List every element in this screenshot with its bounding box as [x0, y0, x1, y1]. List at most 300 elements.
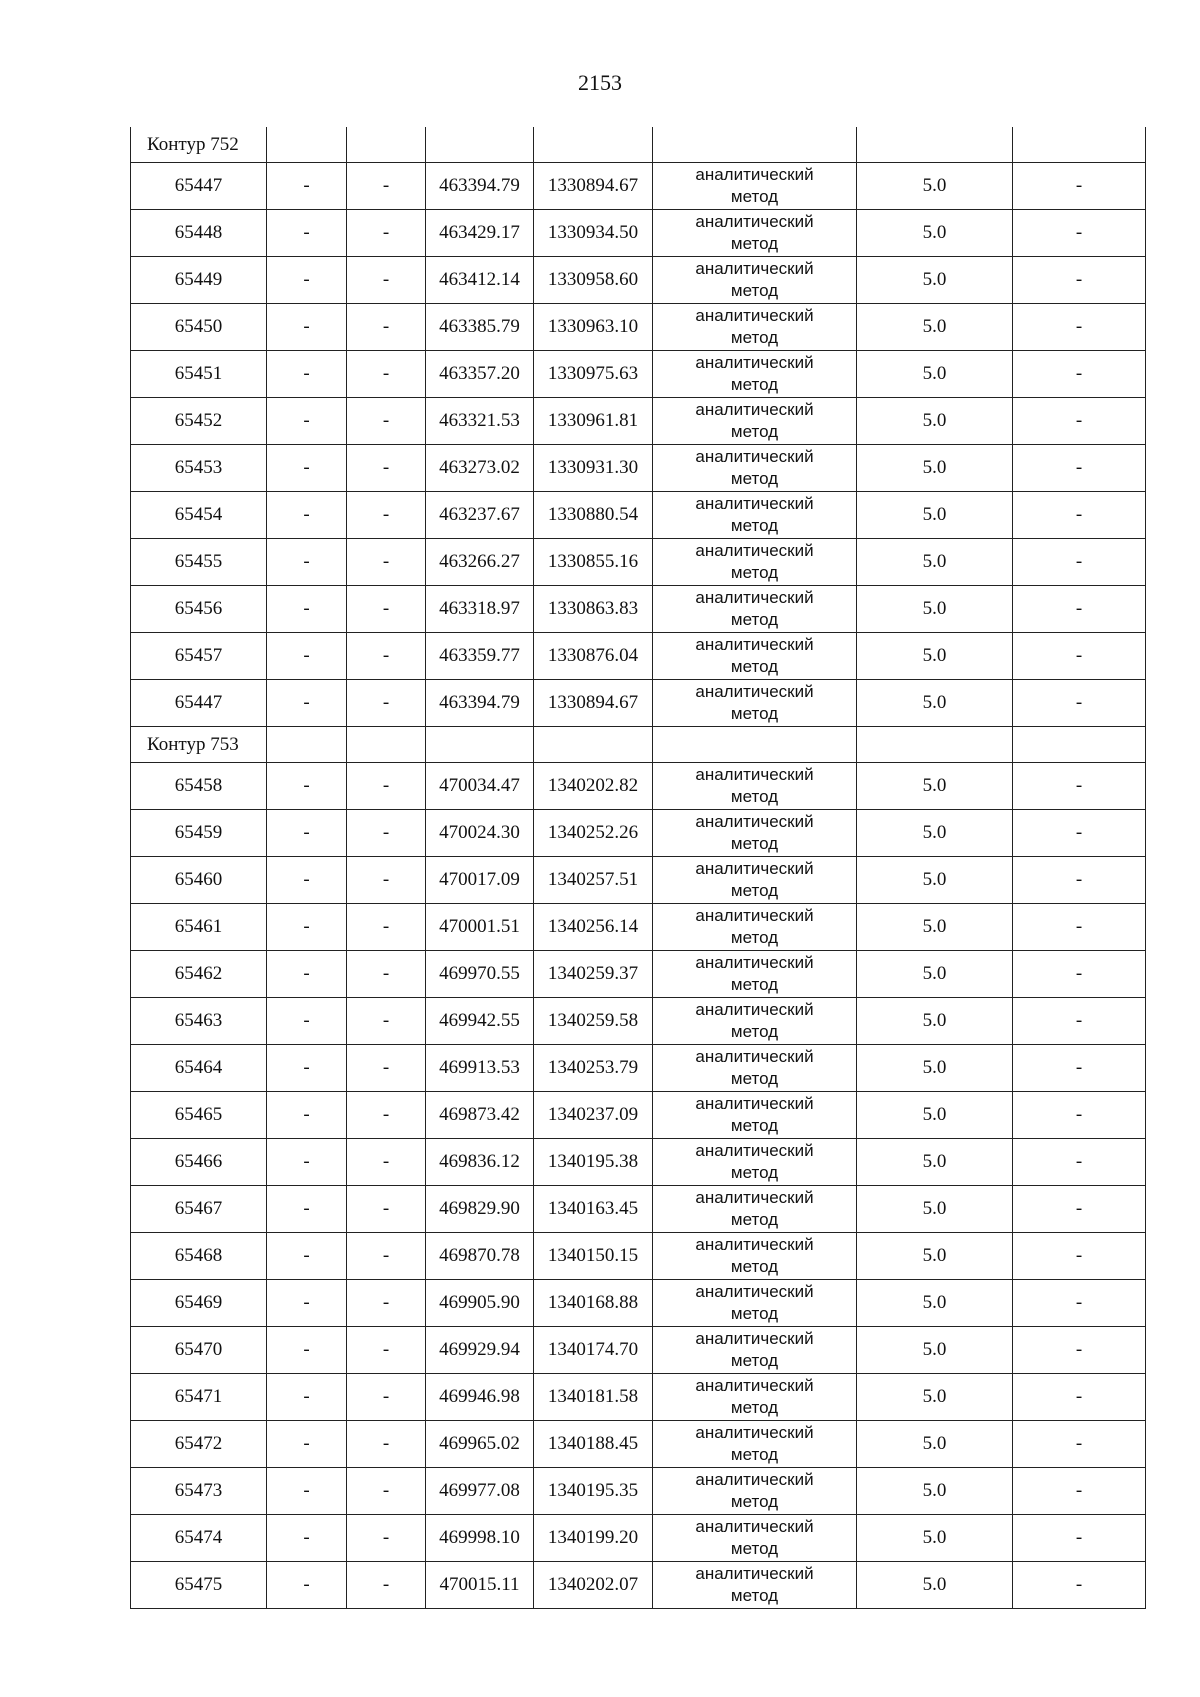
empty-cell	[426, 727, 534, 763]
accuracy-cell: 5.0	[857, 1327, 1013, 1374]
point-number-cell: 65459	[131, 810, 267, 857]
empty-value-cell: -	[267, 1515, 347, 1562]
x-coordinate-cell: 463359.77	[426, 633, 534, 680]
method-line-2: метод	[730, 1257, 779, 1276]
x-coordinate-cell: 463394.79	[426, 680, 534, 727]
empty-value-cell: -	[1013, 398, 1146, 445]
y-coordinate-cell: 1340174.70	[534, 1327, 653, 1374]
method-line-1: аналитический	[695, 1328, 814, 1348]
empty-value-cell: -	[347, 680, 426, 727]
empty-value-cell: -	[1013, 951, 1146, 998]
point-number-cell: 65463	[131, 998, 267, 1045]
empty-value-cell: -	[267, 904, 347, 951]
empty-cell	[857, 727, 1013, 763]
x-coordinate-cell: 463318.97	[426, 586, 534, 633]
empty-value-cell: -	[347, 492, 426, 539]
empty-value-cell: -	[347, 1515, 426, 1562]
method-line-2: метод	[730, 881, 779, 900]
table-row	[131, 1468, 1146, 1515]
x-coordinate-cell: 463385.79	[426, 304, 534, 351]
y-coordinate-cell: 1330876.04	[534, 633, 653, 680]
empty-value-cell: -	[267, 1045, 347, 1092]
x-coordinate-cell: 470001.51	[426, 904, 534, 951]
empty-value-cell: -	[347, 351, 426, 398]
method-line-2: метод	[730, 1022, 779, 1041]
point-number-cell: 65467	[131, 1186, 267, 1233]
point-number-cell: 65474	[131, 1515, 267, 1562]
accuracy-cell: 5.0	[857, 951, 1013, 998]
empty-value-cell: -	[1013, 351, 1146, 398]
accuracy-cell: 5.0	[857, 633, 1013, 680]
empty-value-cell: -	[347, 445, 426, 492]
method-line-1: аналитический	[695, 952, 814, 972]
empty-value-cell: -	[347, 1233, 426, 1280]
point-number-cell: 65470	[131, 1327, 267, 1374]
coordinates-table-body	[131, 127, 1146, 1609]
x-coordinate-cell: 469905.90	[426, 1280, 534, 1327]
x-coordinate-cell: 463412.14	[426, 257, 534, 304]
method-line-1: аналитический	[695, 999, 814, 1019]
accuracy-cell: 5.0	[857, 1468, 1013, 1515]
empty-value-cell: -	[1013, 904, 1146, 951]
table-row	[131, 904, 1146, 951]
empty-value-cell: -	[347, 1045, 426, 1092]
empty-cell	[534, 127, 653, 163]
empty-value-cell: -	[267, 163, 347, 210]
method-cell	[653, 210, 857, 257]
method-cell	[653, 163, 857, 210]
method-line-2: метод	[730, 1586, 779, 1605]
method-cell	[653, 810, 857, 857]
method-line-2: метод	[730, 1163, 779, 1182]
contour-header-row	[131, 727, 1146, 763]
method-line-1: аналитический	[695, 1375, 814, 1395]
empty-cell	[347, 727, 426, 763]
y-coordinate-cell: 1340237.09	[534, 1092, 653, 1139]
empty-value-cell: -	[1013, 998, 1146, 1045]
method-line-2: метод	[730, 328, 779, 347]
accuracy-cell: 5.0	[857, 1280, 1013, 1327]
accuracy-cell: 5.0	[857, 904, 1013, 951]
y-coordinate-cell: 1340195.35	[534, 1468, 653, 1515]
method-cell	[653, 1515, 857, 1562]
empty-value-cell: -	[347, 1374, 426, 1421]
method-cell	[653, 1092, 857, 1139]
method-cell	[653, 763, 857, 810]
contour-label: Контур 753	[131, 727, 267, 763]
method-line-1: аналитический	[695, 1187, 814, 1207]
accuracy-cell: 5.0	[857, 1562, 1013, 1609]
empty-cell	[1013, 727, 1146, 763]
empty-value-cell: -	[1013, 857, 1146, 904]
empty-value-cell: -	[267, 998, 347, 1045]
table-row	[131, 1092, 1146, 1139]
empty-value-cell: -	[267, 633, 347, 680]
point-number-cell: 65465	[131, 1092, 267, 1139]
y-coordinate-cell: 1340259.37	[534, 951, 653, 998]
method-line-2: метод	[730, 1445, 779, 1464]
x-coordinate-cell: 463429.17	[426, 210, 534, 257]
y-coordinate-cell: 1340150.15	[534, 1233, 653, 1280]
y-coordinate-cell: 1330961.81	[534, 398, 653, 445]
accuracy-cell: 5.0	[857, 163, 1013, 210]
accuracy-cell: 5.0	[857, 998, 1013, 1045]
table-row	[131, 1515, 1146, 1562]
empty-value-cell: -	[267, 351, 347, 398]
empty-value-cell: -	[347, 1327, 426, 1374]
method-cell	[653, 586, 857, 633]
point-number-cell: 65447	[131, 680, 267, 727]
empty-value-cell: -	[1013, 633, 1146, 680]
point-number-cell: 65458	[131, 763, 267, 810]
method-line-1: аналитический	[695, 1093, 814, 1113]
method-cell	[653, 304, 857, 351]
point-number-cell: 65460	[131, 857, 267, 904]
y-coordinate-cell: 1340188.45	[534, 1421, 653, 1468]
method-line-1: аналитический	[695, 258, 814, 278]
empty-value-cell: -	[1013, 763, 1146, 810]
accuracy-cell: 5.0	[857, 1233, 1013, 1280]
method-cell	[653, 398, 857, 445]
empty-value-cell: -	[1013, 257, 1146, 304]
empty-value-cell: -	[267, 539, 347, 586]
method-cell	[653, 680, 857, 727]
x-coordinate-cell: 463321.53	[426, 398, 534, 445]
point-number-cell: 65455	[131, 539, 267, 586]
empty-value-cell: -	[347, 1468, 426, 1515]
method-cell	[653, 633, 857, 680]
table-row	[131, 763, 1146, 810]
accuracy-cell: 5.0	[857, 857, 1013, 904]
method-line-1: аналитический	[695, 1281, 814, 1301]
table-row	[131, 857, 1146, 904]
empty-value-cell: -	[1013, 810, 1146, 857]
empty-cell	[1013, 127, 1146, 163]
table-row	[131, 998, 1146, 1045]
method-line-1: аналитический	[695, 305, 814, 325]
y-coordinate-cell: 1340256.14	[534, 904, 653, 951]
accuracy-cell: 5.0	[857, 1139, 1013, 1186]
empty-value-cell: -	[267, 1233, 347, 1280]
empty-value-cell: -	[1013, 539, 1146, 586]
method-cell	[653, 1468, 857, 1515]
empty-cell	[347, 127, 426, 163]
empty-value-cell: -	[267, 445, 347, 492]
table-row	[131, 586, 1146, 633]
y-coordinate-cell: 1340199.20	[534, 1515, 653, 1562]
method-line-2: метод	[730, 563, 779, 582]
accuracy-cell: 5.0	[857, 351, 1013, 398]
empty-value-cell: -	[267, 1186, 347, 1233]
method-line-1: аналитический	[695, 399, 814, 419]
empty-value-cell: -	[347, 257, 426, 304]
table-row	[131, 492, 1146, 539]
empty-cell	[857, 127, 1013, 163]
x-coordinate-cell: 469829.90	[426, 1186, 534, 1233]
accuracy-cell: 5.0	[857, 1186, 1013, 1233]
y-coordinate-cell: 1330880.54	[534, 492, 653, 539]
method-line-2: метод	[730, 704, 779, 723]
empty-value-cell: -	[1013, 445, 1146, 492]
point-number-cell: 65451	[131, 351, 267, 398]
empty-value-cell: -	[1013, 1233, 1146, 1280]
method-cell	[653, 1327, 857, 1374]
empty-value-cell: -	[1013, 586, 1146, 633]
method-line-1: аналитический	[695, 634, 814, 654]
accuracy-cell: 5.0	[857, 257, 1013, 304]
empty-value-cell: -	[267, 1374, 347, 1421]
y-coordinate-cell: 1330931.30	[534, 445, 653, 492]
accuracy-cell: 5.0	[857, 1515, 1013, 1562]
empty-value-cell: -	[1013, 304, 1146, 351]
accuracy-cell: 5.0	[857, 1374, 1013, 1421]
empty-value-cell: -	[1013, 680, 1146, 727]
method-line-1: аналитический	[695, 1516, 814, 1536]
table-row	[131, 1045, 1146, 1092]
empty-value-cell: -	[347, 1562, 426, 1609]
empty-value-cell: -	[347, 857, 426, 904]
x-coordinate-cell: 470015.11	[426, 1562, 534, 1609]
y-coordinate-cell: 1330934.50	[534, 210, 653, 257]
empty-value-cell: -	[347, 633, 426, 680]
empty-value-cell: -	[267, 857, 347, 904]
y-coordinate-cell: 1340257.51	[534, 857, 653, 904]
y-coordinate-cell: 1330894.67	[534, 163, 653, 210]
method-line-1: аналитический	[695, 1469, 814, 1489]
y-coordinate-cell: 1340163.45	[534, 1186, 653, 1233]
method-line-1: аналитический	[695, 587, 814, 607]
method-line-1: аналитический	[695, 1234, 814, 1254]
point-number-cell: 65454	[131, 492, 267, 539]
x-coordinate-cell: 469977.08	[426, 1468, 534, 1515]
empty-value-cell: -	[347, 763, 426, 810]
x-coordinate-cell: 469913.53	[426, 1045, 534, 1092]
empty-value-cell: -	[347, 1421, 426, 1468]
method-line-2: метод	[730, 975, 779, 994]
point-number-cell: 65466	[131, 1139, 267, 1186]
empty-value-cell: -	[267, 1139, 347, 1186]
method-line-1: аналитический	[695, 1422, 814, 1442]
method-line-2: метод	[730, 516, 779, 535]
empty-value-cell: -	[267, 1468, 347, 1515]
method-line-2: метод	[730, 469, 779, 488]
y-coordinate-cell: 1330958.60	[534, 257, 653, 304]
method-cell	[653, 257, 857, 304]
accuracy-cell: 5.0	[857, 398, 1013, 445]
empty-value-cell: -	[1013, 1374, 1146, 1421]
method-line-1: аналитический	[695, 446, 814, 466]
table-row	[131, 210, 1146, 257]
x-coordinate-cell: 469836.12	[426, 1139, 534, 1186]
point-number-cell: 65461	[131, 904, 267, 951]
table-row	[131, 163, 1146, 210]
method-cell	[653, 492, 857, 539]
empty-value-cell: -	[267, 763, 347, 810]
empty-cell	[534, 727, 653, 763]
x-coordinate-cell: 469870.78	[426, 1233, 534, 1280]
accuracy-cell: 5.0	[857, 1421, 1013, 1468]
x-coordinate-cell: 469965.02	[426, 1421, 534, 1468]
empty-cell	[653, 727, 857, 763]
point-number-cell: 65472	[131, 1421, 267, 1468]
method-line-2: метод	[730, 187, 779, 206]
point-number-cell: 65468	[131, 1233, 267, 1280]
empty-value-cell: -	[1013, 1280, 1146, 1327]
x-coordinate-cell: 470024.30	[426, 810, 534, 857]
method-cell	[653, 1562, 857, 1609]
empty-value-cell: -	[267, 210, 347, 257]
empty-value-cell: -	[267, 492, 347, 539]
empty-value-cell: -	[1013, 1092, 1146, 1139]
method-cell	[653, 1421, 857, 1468]
empty-value-cell: -	[1013, 1421, 1146, 1468]
table-row	[131, 1327, 1146, 1374]
y-coordinate-cell: 1340168.88	[534, 1280, 653, 1327]
table-row	[131, 1421, 1146, 1468]
x-coordinate-cell: 469942.55	[426, 998, 534, 1045]
method-line-1: аналитический	[695, 211, 814, 231]
table-row	[131, 633, 1146, 680]
empty-value-cell: -	[1013, 1139, 1146, 1186]
method-line-1: аналитический	[695, 764, 814, 784]
empty-cell	[653, 127, 857, 163]
method-cell	[653, 904, 857, 951]
x-coordinate-cell: 469970.55	[426, 951, 534, 998]
x-coordinate-cell: 469998.10	[426, 1515, 534, 1562]
method-line-1: аналитический	[695, 493, 814, 513]
empty-value-cell: -	[267, 1327, 347, 1374]
method-cell	[653, 1374, 857, 1421]
contour-header-row	[131, 127, 1146, 163]
empty-value-cell: -	[347, 163, 426, 210]
accuracy-cell: 5.0	[857, 492, 1013, 539]
empty-value-cell: -	[1013, 1468, 1146, 1515]
empty-value-cell: -	[267, 951, 347, 998]
empty-value-cell: -	[267, 257, 347, 304]
method-cell	[653, 1233, 857, 1280]
point-number-cell: 65449	[131, 257, 267, 304]
accuracy-cell: 5.0	[857, 304, 1013, 351]
y-coordinate-cell: 1330855.16	[534, 539, 653, 586]
empty-cell	[426, 127, 534, 163]
empty-value-cell: -	[347, 1092, 426, 1139]
accuracy-cell: 5.0	[857, 1092, 1013, 1139]
table-row	[131, 445, 1146, 492]
x-coordinate-cell: 469873.42	[426, 1092, 534, 1139]
empty-value-cell: -	[347, 586, 426, 633]
x-coordinate-cell: 469929.94	[426, 1327, 534, 1374]
method-cell	[653, 998, 857, 1045]
method-line-1: аналитический	[695, 164, 814, 184]
empty-value-cell: -	[1013, 1562, 1146, 1609]
x-coordinate-cell: 463266.27	[426, 539, 534, 586]
empty-value-cell: -	[267, 304, 347, 351]
table-row	[131, 1139, 1146, 1186]
contour-label: Контур 752	[131, 127, 267, 163]
method-line-2: метод	[730, 234, 779, 253]
table-row	[131, 1280, 1146, 1327]
empty-cell	[267, 727, 347, 763]
x-coordinate-cell: 470017.09	[426, 857, 534, 904]
y-coordinate-cell: 1340195.38	[534, 1139, 653, 1186]
method-line-1: аналитический	[695, 1046, 814, 1066]
method-line-1: аналитический	[695, 352, 814, 372]
point-number-cell: 65464	[131, 1045, 267, 1092]
point-number-cell: 65456	[131, 586, 267, 633]
method-cell	[653, 857, 857, 904]
empty-value-cell: -	[347, 304, 426, 351]
empty-value-cell: -	[1013, 163, 1146, 210]
table-row	[131, 1374, 1146, 1421]
coordinates-table	[130, 127, 1146, 1609]
empty-value-cell: -	[347, 1186, 426, 1233]
accuracy-cell: 5.0	[857, 210, 1013, 257]
accuracy-cell: 5.0	[857, 680, 1013, 727]
accuracy-cell: 5.0	[857, 810, 1013, 857]
method-cell	[653, 1045, 857, 1092]
method-line-2: метод	[730, 1210, 779, 1229]
table-row	[131, 257, 1146, 304]
empty-value-cell: -	[267, 1092, 347, 1139]
y-coordinate-cell: 1330975.63	[534, 351, 653, 398]
y-coordinate-cell: 1330963.10	[534, 304, 653, 351]
method-line-2: метод	[730, 375, 779, 394]
table-row	[131, 398, 1146, 445]
method-line-2: метод	[730, 1539, 779, 1558]
y-coordinate-cell: 1330863.83	[534, 586, 653, 633]
method-line-2: метод	[730, 787, 779, 806]
table-row	[131, 1562, 1146, 1609]
empty-value-cell: -	[1013, 1327, 1146, 1374]
x-coordinate-cell: 463273.02	[426, 445, 534, 492]
table-row	[131, 1233, 1146, 1280]
table-row	[131, 539, 1146, 586]
method-cell	[653, 539, 857, 586]
method-line-2: метод	[730, 1304, 779, 1323]
empty-value-cell: -	[267, 1562, 347, 1609]
method-line-2: метод	[730, 1116, 779, 1135]
point-number-cell: 65473	[131, 1468, 267, 1515]
accuracy-cell: 5.0	[857, 445, 1013, 492]
empty-value-cell: -	[267, 1421, 347, 1468]
empty-value-cell: -	[347, 210, 426, 257]
table-row	[131, 810, 1146, 857]
table-row	[131, 951, 1146, 998]
y-coordinate-cell: 1330894.67	[534, 680, 653, 727]
empty-value-cell: -	[347, 1280, 426, 1327]
method-line-1: аналитический	[695, 905, 814, 925]
method-cell	[653, 1280, 857, 1327]
point-number-cell: 65471	[131, 1374, 267, 1421]
empty-value-cell: -	[347, 951, 426, 998]
empty-value-cell: -	[347, 1139, 426, 1186]
table-row	[131, 1186, 1146, 1233]
empty-value-cell: -	[347, 904, 426, 951]
empty-value-cell: -	[267, 810, 347, 857]
table-row	[131, 304, 1146, 351]
method-line-2: метод	[730, 1398, 779, 1417]
empty-value-cell: -	[347, 998, 426, 1045]
method-line-2: метод	[730, 928, 779, 947]
method-line-1: аналитический	[695, 811, 814, 831]
x-coordinate-cell: 463357.20	[426, 351, 534, 398]
method-line-1: аналитический	[695, 858, 814, 878]
accuracy-cell: 5.0	[857, 586, 1013, 633]
y-coordinate-cell: 1340181.58	[534, 1374, 653, 1421]
accuracy-cell: 5.0	[857, 1045, 1013, 1092]
point-number-cell: 65447	[131, 163, 267, 210]
method-line-1: аналитический	[695, 1140, 814, 1160]
